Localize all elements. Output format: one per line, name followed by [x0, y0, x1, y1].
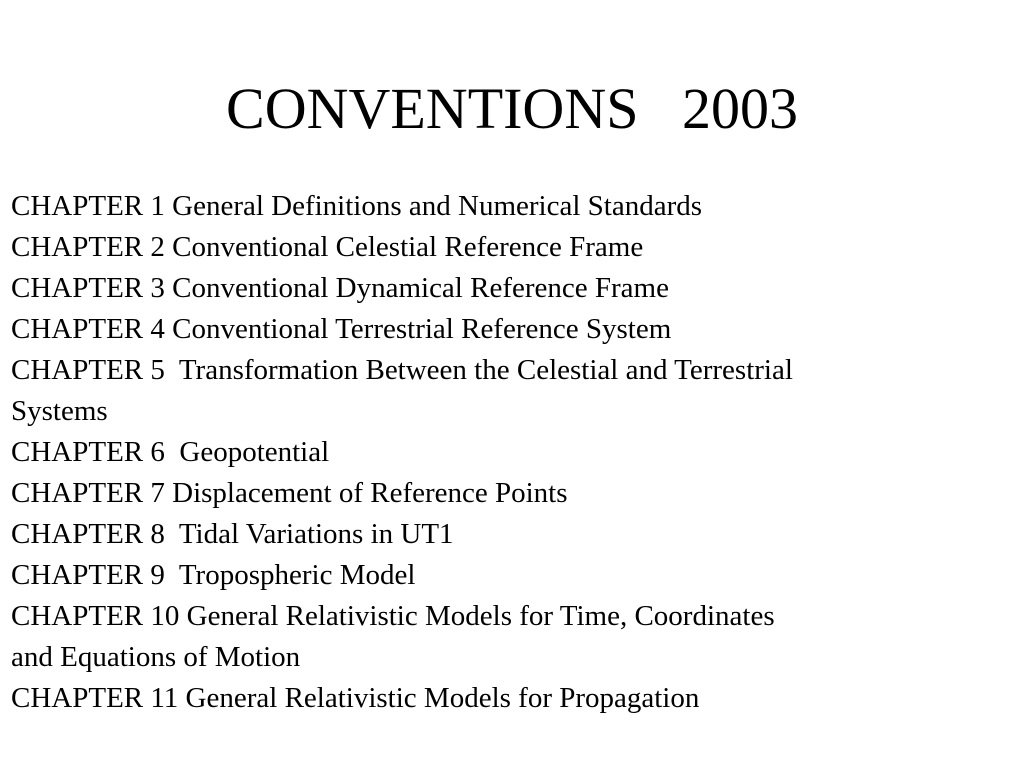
chapter-line: CHAPTER 1 General Definitions and Numerical Standards — [11, 190, 703, 222]
chapter-line: CHAPTER 3 Conventional Dynamical Reference Frame — [11, 272, 669, 304]
chapter-line: CHAPTER 10 General Relativistic Models for Time, Coordinates — [11, 600, 775, 632]
chapter-line: CHAPTER 11 General Relativistic Models for Propagation — [11, 682, 700, 714]
chapter-line: CHAPTER 6 Geopotential — [11, 436, 330, 468]
chapter-line-continuation: Systems — [11, 395, 108, 427]
chapter-line: CHAPTER 7 Displacement of Reference Points — [11, 477, 568, 509]
chapter-line-continuation: and Equations of Motion — [11, 641, 301, 673]
slide-title: CONVENTIONS 2003 — [226, 76, 798, 141]
chapter-list — [11, 186, 971, 719]
chapter-line: CHAPTER 4 Conventional Terrestrial Reference System — [11, 313, 672, 345]
chapter-line: CHAPTER 5 Transformation Between the Celestial and Terrestrial — [11, 354, 793, 386]
chapter-line: CHAPTER 9 Tropospheric Model — [11, 559, 416, 591]
chapter-line: CHAPTER 2 Conventional Celestial Reference Frame — [11, 231, 644, 263]
chapter-line: CHAPTER 8 Tidal Variations in UT1 — [11, 518, 454, 550]
